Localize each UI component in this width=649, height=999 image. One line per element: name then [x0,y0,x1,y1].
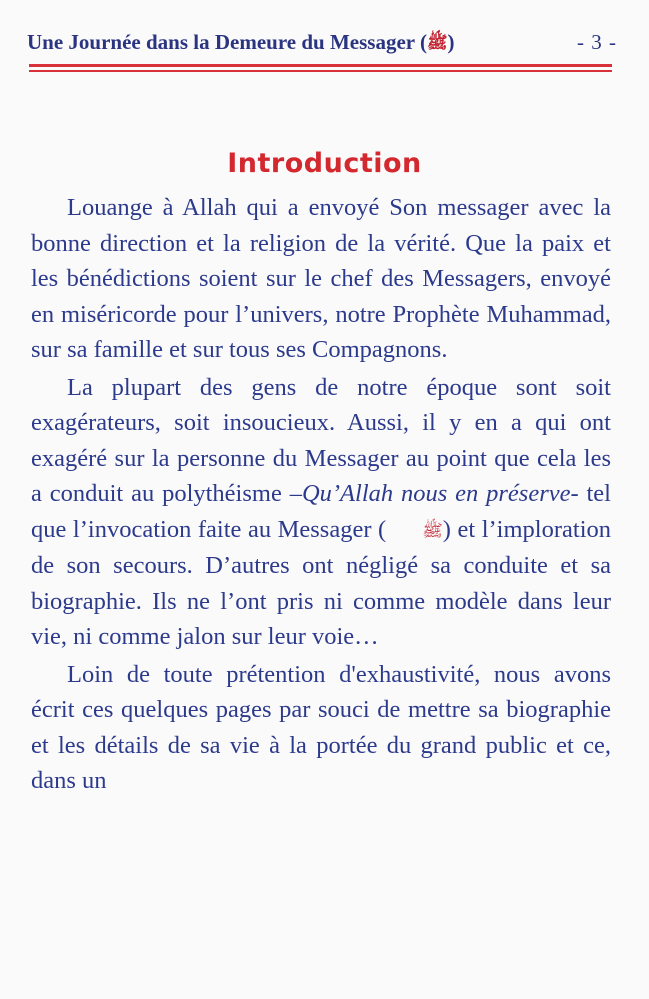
header-rule-top [29,64,612,67]
paragraph-2 [31,370,611,655]
running-header [27,30,617,58]
paragraph-3: Loin de toute prétention d'exhaustivité, nous avons écrit ces quelques pages par souci de mettre sa biographie et les détails de sa vie à la portée du grand public et ce, dans un [31,660,611,794]
section-heading: Introduction [227,148,422,179]
page-number: - 3 - [577,30,617,54]
paragraph-2-part-b: tel que l’invocation faite au Messager ( [31,480,611,543]
paragraph-1: Louange à Allah qui a envoyé Son messager avec la bonne direction et la religion de la vérité. Que la paix et les bénédictions soient sur le chef des Messagers, envoyé en miséricorde pour l’univers, notre Prophète Muhammad, sur sa famille et sur tous ses Compagnons. [31,194,611,363]
salawat-seal-icon: ﷺ [426,33,448,52]
paragraph-2-part-a: La plupart des gens de notre époque sont soit exagérateurs, soit insoucieux. Aussi, il y en a qui ont exagéré sur la personne du Messager au point que cela les a conduit au polythéisme [31,373,611,507]
salawat-seal-inline-icon: ﷺ [422,520,443,540]
header-rule-bottom [29,70,612,72]
body-text [31,190,611,799]
paragraph-2-italic: –Qu’Allah nous en préserve- [289,480,579,507]
running-title: Une Journée dans la Demeure du Messager (ﷺ) [27,30,455,57]
paragraph-2-part-c: ) et l’imploration de son secours. D’autres ont négligé sa conduite et sa biographie. Ils ne l’ont pris ni comme modèle dans leur vie, ni comme jalon sur leur voie… [31,515,611,650]
running-title-text: Une Journée dans la Demeure du Messager [27,30,415,54]
